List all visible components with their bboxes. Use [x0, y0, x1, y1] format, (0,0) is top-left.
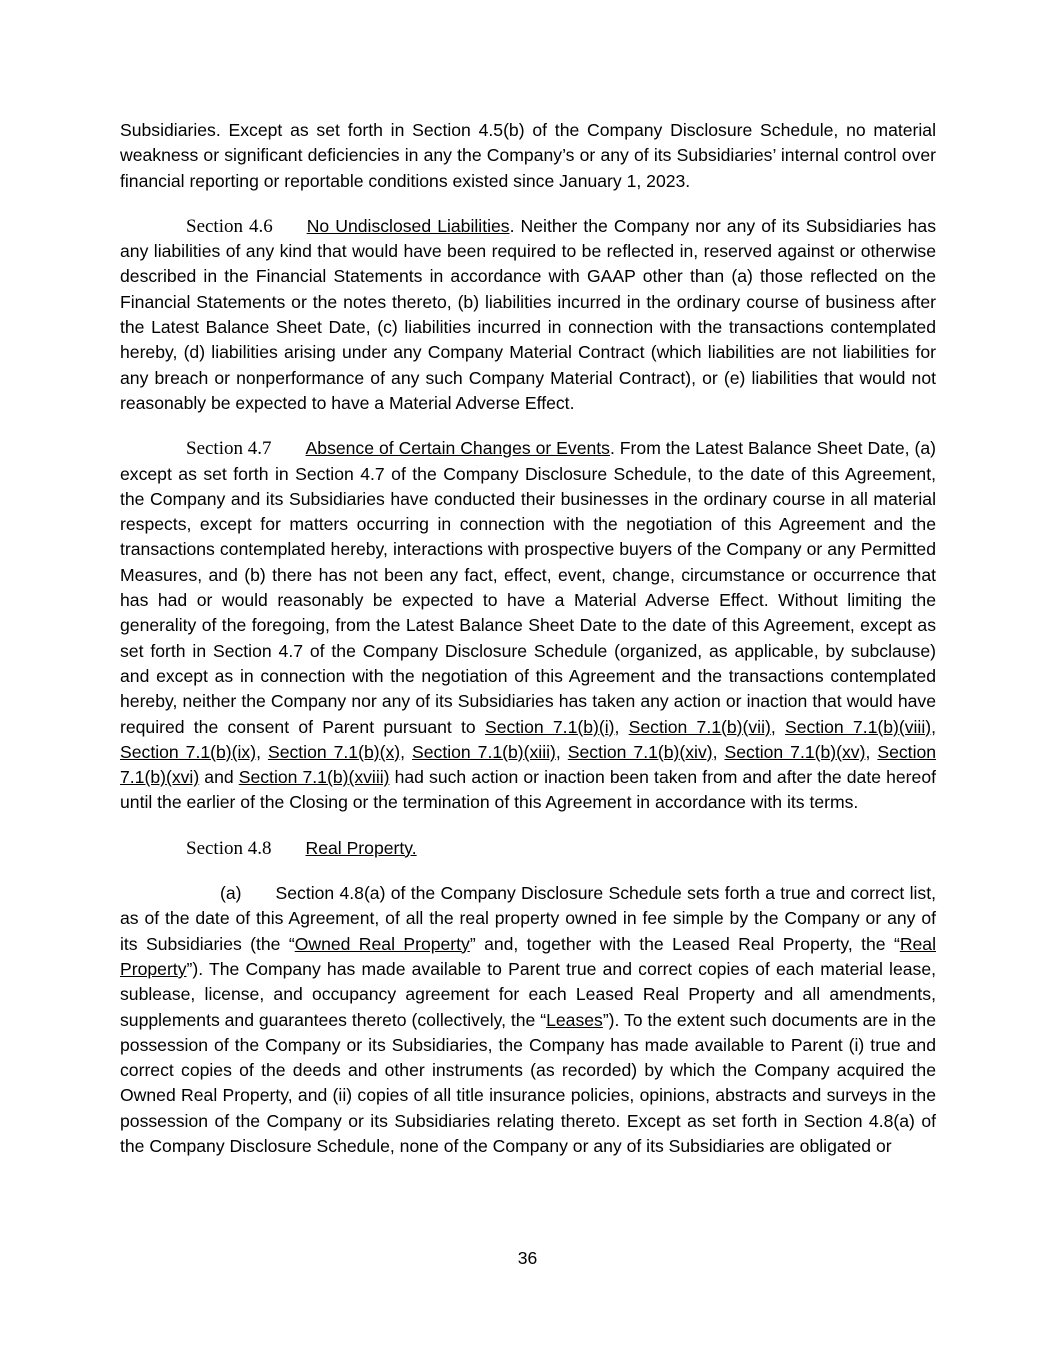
- paragraph-section-4-7: Section 4.7 Absence of Certain Changes or Events. From the Latest Balance Sheet Date, (a) except as set forth in Section 4.7 of the Company Disclosure Schedule, to the date of this Agreement, the Company and its Subsidiaries have conducted their businesses in the ordinary course in all material respects, except for matters occurring in connection with the negotiation of this Agreement and the transactions contemplated hereby, interactions with prospective buyers of the Company or any Permitted Measures, and (b) there has not been any fact, effect, event, change, circumstance or occurrence that has had or would reasonably be expected to have a Material Adverse Effect. Without limiting the generality of the foregoing, from the Latest Balance Sheet Date to the date of this Agreement, except as set forth in Section 4.7 of the Company Disclosure Schedule (organized, as applicable, by subclause) and except as in connection with the negotiation of this Agreement and the transactions contemplated hereby, neither the Company nor any of its Subsidiaries has taken any action or inaction that would have required the consent of Parent pursuant to Section 7.1(b)(i), Section 7.1(b)(vii), Section 7.1(b)(viii), Section 7.1(b)(ix), Section 7.1(b)(x), Section 7.1(b)(xiii), Section 7.1(b)(xiv), Section 7.1(b)(xv), Section 7.1(b)(xvi) and Section 7.1(b)(xviii) had such action or inaction been taken from and after the date hereof until the earlier of the Closing or the termination of this Agreement in accordance with its terms.: [120, 438, 937, 813]
- conjunction: and: [199, 767, 239, 788]
- cross-reference: Section 7.1(b)(xvi): [120, 741, 937, 788]
- cross-reference: Section 7.1(b)(xv): [724, 741, 866, 762]
- paragraph-text-part1: Section 4.8(a) of the Company Disclosure Schedule sets forth a true and correct list, as of the date of this Agreement, of all the real property owned in fee simple by the Company or any of its Subsidiaries (the “: [120, 883, 936, 954]
- cross-reference: Section 7.1(b)(i): [484, 716, 615, 737]
- paragraph-text-part1: . From the Latest Balance Sheet Date, (a) except as set forth in Section 4.7 of the Company Disclosure Schedule, to the date of this Agreement, the Company and its Subsidiaries have conducted their businesses in the ordinary course in all material respects, except for matters occurring in connection with the negotiation of this Agreement and the transactions contemplated hereby, interactions with prospective buyers of the Company or any Permitted Measures, and (b) there has not been any fact, effect, event, change, circumstance or occurrence that has had or would reasonably be expected to have a Material Adverse Effect. Without limiting the generality of the foregoing, from the Latest Balance Sheet Date to the date of this Agreement, except as set forth in Section 4.7 of the Company Disclosure Schedule (organized, as applicable, by subclause) and except as in connection with the negotiation of this Agreement and the transactions contemplated hereby, neither the Company nor any of its Subsidiaries has taken any action or inaction that would have required the consent of Parent pursuant to: [120, 438, 936, 737]
- cross-reference: Section 7.1(b)(x): [267, 741, 401, 762]
- defined-term-owned-real-property: Owned Real Property: [294, 933, 470, 954]
- paragraph-text-part4: ”). To the extent such documents are in the possession of the Company or its Subsidiaries, the Company has made available to Parent (i) true and correct copies of the deeds and other instruments (as recorded) by which the Company acquired the Owned Real Property, and (ii) copies of all title insurance policies, opinions, abstracts and surveys in the possession of the Company or its Subsidiaries relating thereto. Except as set forth in Section 4.8(a) of the Company Disclosure Schedule, none of the Company or any of its Subsidiaries are obligated or: [120, 1009, 937, 1156]
- document-body: [120, 118, 936, 1159]
- section-heading-4-6: No Undisclosed Liabilities: [306, 215, 510, 236]
- defined-term-leases: Leases: [546, 1009, 603, 1030]
- paragraph-text-part2: had such action or inaction been taken from and after the date hereof until the earlier of the Closing or the termination of this Agreement in accordance with its terms.: [120, 767, 936, 813]
- paragraph-subsidiaries-continued: [120, 118, 936, 194]
- paragraph-text: Subsidiaries. Except as set forth in Section 4.5(b) of the Company Disclosure Schedule, no material weakness or significant deficiencies in any the Company’s or any of its Subsidiaries’ internal control over financial reporting or reportable conditions existed since January 1, 2023.: [120, 120, 936, 191]
- paragraph-text-part2: ” and, together with the Leased Real Property, the “: [469, 933, 900, 954]
- cross-reference: Section 7.1(b)(xiv): [567, 741, 713, 762]
- page-number: 36: [517, 1248, 538, 1268]
- cross-reference: Section 7.1(b)(viii): [784, 716, 932, 737]
- defined-term-real-property: Real Property: [120, 933, 936, 979]
- section-heading-4-8: Real Property.: [305, 837, 417, 858]
- section-number-4-8: Section 4.8: [186, 837, 272, 859]
- cross-reference: Section 7.1(b)(ix): [120, 741, 257, 762]
- paragraph-section-4-8-a: [120, 881, 936, 1159]
- section-number-4-6: Section 4.6: [186, 215, 273, 237]
- section-heading-4-7: Absence of Certain Changes or Events: [305, 438, 610, 459]
- paragraph-section-4-6: [120, 214, 936, 416]
- paragraph-text-part3: ”). The Company has made available to Parent true and correct copies of each material lease, sublease, license, and occupancy agreement for each Leased Real Property and all amendments, supplements and guarantees thereto (collectively, the “: [120, 958, 936, 1030]
- paragraph-section-4-8: [120, 836, 936, 861]
- subclause-marker: (a): [220, 883, 242, 904]
- cross-reference: Section 7.1(b)(xiii): [412, 741, 556, 762]
- cross-reference: Section 7.1(b)(vii): [628, 716, 771, 737]
- section-number-4-7: Section 4.7: [186, 438, 272, 460]
- cross-reference: Section 7.1(b)(xviii): [238, 767, 390, 788]
- paragraph-text: . Neither the Company nor any of its Subsidiaries has any liabilities of any kind that would have been required to be reflected in, reserved against or otherwise described in the Financial Statements in accordance with GAAP other than (a) those reflected on the Financial Statements or the notes thereto, (b) liabilities incurred in the ordinary course of business after the Latest Balance Sheet Date, (c) liabilities incurred in connection with the transactions contemplated hereby, (d) liabilities arising under any Company Material Contract (which liabilities are not liabilities for any breach or nonperformance of any such Company Material Contract), or (e) liabilities that would not reasonably be expected to have a Material Adverse Effect.: [120, 215, 936, 413]
